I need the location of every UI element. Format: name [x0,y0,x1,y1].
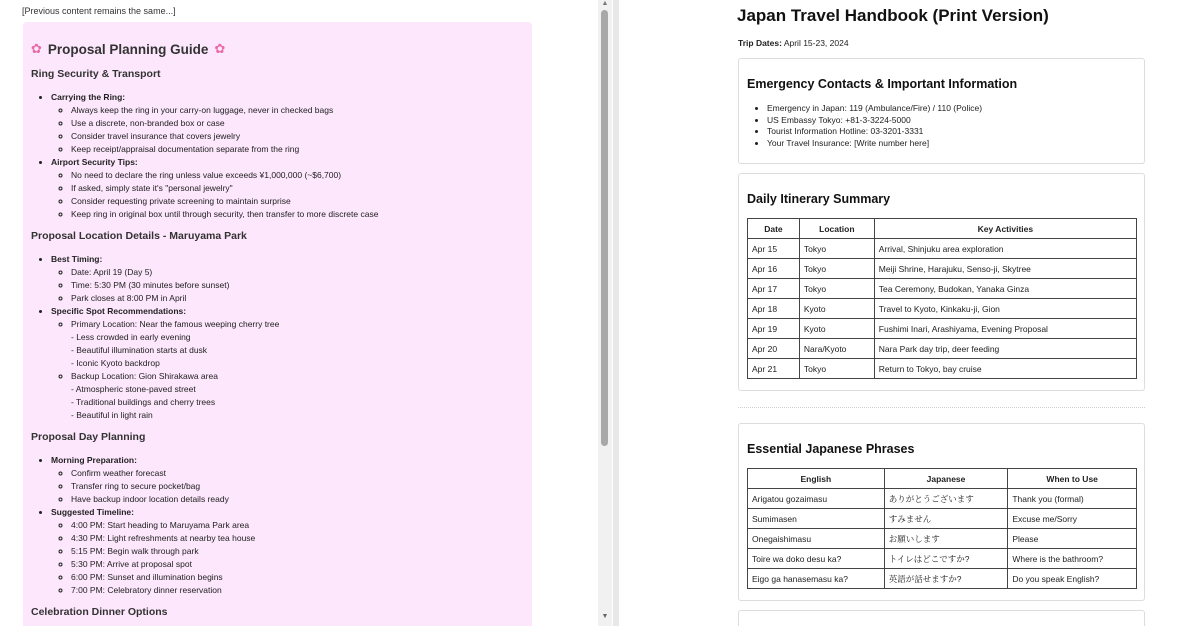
sub-item [71,208,524,221]
previous-content-note: [Previous content remains the same...] [22,6,176,16]
sub-list [71,104,524,156]
section-heading: Proposal Location Details - Maruyama Park [31,230,247,242]
table-cell: Tokyo [799,279,874,299]
table-header-row [748,469,1137,489]
sub-item [71,467,524,480]
phrases-table [747,468,1137,589]
sub-item-text: Park closes at 8:00 PM in April [71,293,187,303]
sub-item-text: 4:30 PM: Light refreshments at nearby tea house [71,533,256,543]
sub-item-text: Always keep the ring in your carry-on luggage, never in checked bags [71,105,334,115]
emergency-item: • Your Travel Insurance: [Write number here] [767,138,1136,150]
item-label: Best Timing: [51,254,103,264]
table-cell: Nara Park day trip, deer feeding [874,339,1136,359]
section-heading: Proposal Day Planning [31,431,146,443]
itinerary-table [747,218,1137,379]
sub-item [71,318,524,370]
table-cell: Excuse me/Sorry [1008,509,1137,529]
trip-dates-label: Trip Dates: [738,38,782,48]
section-list [51,454,524,597]
table-cell: Tea Ceremony, Budokan, Yanaka Ginza [874,279,1136,299]
trip-dates-value: April 15-23, 2024 [781,38,849,48]
sub-list [71,169,524,221]
handbook-title: Japan Travel Handbook (Print Version) [737,6,1049,25]
sub-item [71,182,524,195]
list-item [51,454,524,506]
guide-sections [31,68,524,620]
sub-item-text: 5:30 PM: Arrive at proposal spot [71,559,192,569]
list-item [51,91,524,156]
sub-list [71,318,524,422]
table-row [748,569,1137,589]
table-row [748,279,1137,299]
sub-detail-line: - Beautiful in light rain [71,410,153,420]
section-list [51,91,524,221]
sub-detail-line: - Beautiful illumination starts at dusk [71,345,208,355]
table-cell: Meiji Shrine, Harajuku, Senso-ji, Skytree [874,259,1136,279]
next-card [738,610,1145,626]
emergency-card [738,58,1145,164]
cherry-blossom-icon: ✿ [31,41,42,56]
sub-item [71,279,524,292]
sub-item [71,117,524,130]
table-row [748,299,1137,319]
table-row [748,259,1137,279]
phrases-card [738,423,1145,601]
table-cell: すみません [884,509,1008,529]
table-header-row [748,219,1137,239]
table-cell: 英語が話せますか? [884,569,1008,589]
section-heading: Celebration Dinner Options [31,606,168,618]
trip-dates [738,38,849,48]
emergency-item: • US Embassy Tokyo: +81-3-3224-5000 [767,115,1136,127]
table-row [748,239,1137,259]
table-cell: Apr 19 [748,319,800,339]
list-item [51,506,524,597]
sub-list [71,266,524,305]
sub-item [71,545,524,558]
sub-item [71,130,524,143]
emergency-item: • Tourist Information Hotline: 03-3201-3331 [767,126,1136,138]
table-row [748,339,1137,359]
table-cell: Apr 18 [748,299,800,319]
sub-item [71,493,524,506]
table-cell: Eigo ga hanasemasu ka? [748,569,885,589]
sub-list [71,519,524,597]
table-cell: Where is the bathroom? [1008,549,1137,569]
proposal-guide-box [23,22,532,626]
column-header: English [748,469,885,489]
list-item [51,305,524,422]
sub-item [71,370,524,422]
sub-list [71,467,524,506]
section-list [51,253,524,422]
phrases-heading: Essential Japanese Phrases [747,442,915,456]
section-divider [738,407,1145,408]
table-row [748,509,1137,529]
cherry-blossom-icon: ✿ [214,41,226,56]
emergency-item: • Emergency in Japan: 119 (Ambulance/Fire) / 110 (Police) [767,103,1136,115]
sub-item-text: Confirm weather forecast [71,468,166,478]
sub-item-text: 5:15 PM: Begin walk through park [71,546,199,556]
list-item [51,253,524,305]
itinerary-card [738,173,1145,391]
sub-item [71,169,524,182]
scrollbar-thumb[interactable] [601,10,608,446]
sub-item-text: Transfer ring to secure pocket/bag [71,481,201,491]
table-cell: Tokyo [799,359,874,379]
sub-item-text: Primary Location: Near the famous weeping cherry tree [71,319,280,329]
table-cell: Toire wa doko desu ka? [748,549,885,569]
table-cell: Sumimasen [748,509,885,529]
table-cell: Do you speak English? [1008,569,1137,589]
table-cell: お願いします [884,529,1008,549]
emergency-list [767,103,1136,149]
table-cell: Thank you (formal) [1008,489,1137,509]
table-cell: Onegaishimasu [748,529,885,549]
table-cell: Arigatou gozaimasu [748,489,885,509]
left-pane-scrollbar[interactable] [598,0,612,626]
sub-item-text: No need to declare the ring unless value exceeds ¥1,000,000 (~$6,700) [71,170,342,180]
sub-item-text: Time: 5:30 PM (30 minutes before sunset) [71,280,230,290]
table-row [748,549,1137,569]
sub-item-text: Date: April 19 (Day 5) [71,267,153,277]
table-cell: Kyoto [799,319,874,339]
table-cell: Return to Tokyo, bay cruise [874,359,1136,379]
sub-detail-line: - Less crowded in early evening [71,332,191,342]
item-label: Carrying the Ring: [51,92,126,102]
sub-item [71,266,524,279]
guide-title-text: Proposal Planning Guide [47,41,209,57]
column-header: When to Use [1008,469,1137,489]
item-label: Airport Security Tips: [51,157,138,167]
sub-item [71,195,524,208]
left-pane [0,0,598,626]
section-heading: Ring Security & Transport [31,68,161,80]
table-cell: Apr 21 [748,359,800,379]
sub-item [71,519,524,532]
sub-item [71,143,524,156]
table-cell: Tokyo [799,259,874,279]
sub-item-text: Consider travel insurance that covers jewelry [71,131,241,141]
sub-detail-line: - Iconic Kyoto backdrop [71,358,160,368]
list-item [51,156,524,221]
table-row [748,319,1137,339]
sub-item [71,104,524,117]
column-header: Date [748,219,800,239]
sub-item-text: Keep ring in original box until through security, then transfer to more discrete case [71,209,379,219]
guide-title [31,39,524,59]
sub-item-text: Use a discrete, non-branded box or case [71,118,225,128]
sub-item [71,480,524,493]
column-header: Location [799,219,874,239]
sub-item-text: Keep receipt/appraisal documentation separate from the ring [71,144,300,154]
table-cell: Apr 20 [748,339,800,359]
sub-item [71,571,524,584]
table-cell: Apr 16 [748,259,800,279]
table-row [748,489,1137,509]
right-pane [619,0,1200,626]
sub-item-text: Have backup indoor location details ready [71,494,229,504]
table-row [748,529,1137,549]
item-label: Specific Spot Recommendations: [51,306,187,316]
table-cell: Fushimi Inari, Arashiyama, Evening Proposal [874,319,1136,339]
sub-item-text: Consider requesting private screening to maintain surprise [71,196,291,206]
sub-item [71,292,524,305]
itinerary-heading: Daily Itinerary Summary [747,192,891,206]
table-cell: Arrival, Shinjuku area exploration [874,239,1136,259]
table-cell: トイレはどこですか? [884,549,1008,569]
column-header: Key Activities [874,219,1136,239]
table-cell: Apr 17 [748,279,800,299]
table-cell: Please [1008,529,1137,549]
table-row [748,359,1137,379]
sub-item [71,558,524,571]
sub-item-text: If asked, simply state it's "personal jewelry" [71,183,233,193]
sub-item-text: 4:00 PM: Start heading to Maruyama Park area [71,520,250,530]
sub-item [71,532,524,545]
table-cell: ありがとうございます [884,489,1008,509]
sub-detail-line: - Atmospheric stone-paved street [71,384,196,394]
sub-detail-line: - Traditional buildings and cherry trees [71,397,216,407]
sub-item-text: Backup Location: Gion Shirakawa area [71,371,218,381]
item-label: Suggested Timeline: [51,507,134,517]
sub-item-text: 6:00 PM: Sunset and illumination begins [71,572,223,582]
table-cell: Travel to Kyoto, Kinkaku-ji, Gion [874,299,1136,319]
column-header: Japanese [884,469,1008,489]
emergency-heading: Emergency Contacts & Important Information [747,77,1018,91]
table-cell: Apr 15 [748,239,800,259]
table-cell: Kyoto [799,299,874,319]
table-cell: Nara/Kyoto [799,339,874,359]
sub-item [71,584,524,597]
sub-item-text: 7:00 PM: Celebratory dinner reservation [71,585,222,595]
arrow-down-icon[interactable]: ▼ [601,613,609,620]
table-cell: Tokyo [799,239,874,259]
item-label: Morning Preparation: [51,455,137,465]
arrow-up-icon[interactable]: ▲ [601,0,609,7]
